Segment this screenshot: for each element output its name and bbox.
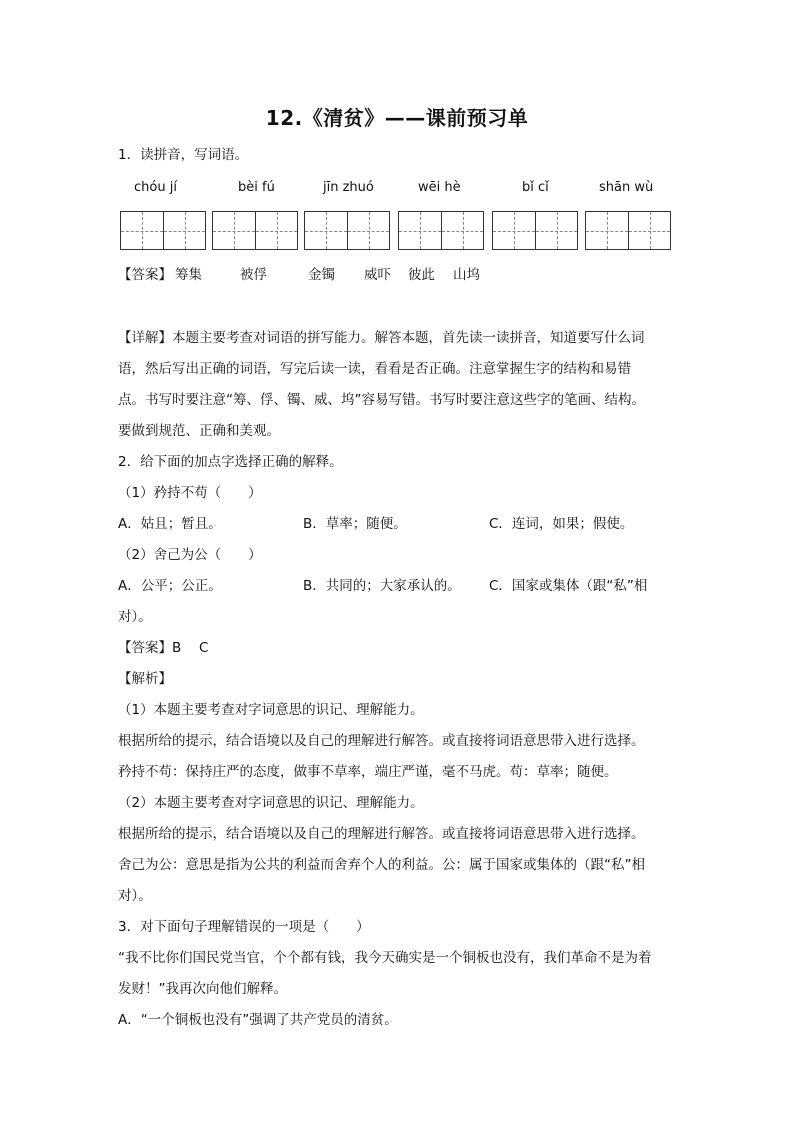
pinyin-6: shān wù (599, 180, 654, 195)
q2-sub2-option-a: A．公平；公正。 (118, 578, 222, 594)
analysis-line-7: 对）。 (118, 888, 152, 904)
q2-sub1-option-c: C．连词，如果；假使。 (489, 516, 634, 532)
analysis-line-2: 根据所给的提示，结合语境以及自己的理解进行解答。或直接将词语意思带入进行选择。 (118, 733, 645, 749)
question-2-stem: 2．给下面的加点字选择正确的解释。 (118, 454, 343, 470)
question-3-quote-line-2: 发财！”我再次向他们解释。 (118, 981, 287, 997)
question-2-sub-1: （1）矜持不苟（ ） (118, 485, 262, 501)
answer-word-6: 山坞 (453, 267, 480, 283)
analysis-line-4: （2）本题主要考查对字词意思的识记、理解能力。 (118, 795, 424, 811)
writing-grid-3[interactable] (304, 211, 390, 250)
q2-sub2-option-b: B．共同的；大家承认的。 (303, 578, 461, 594)
question-2-sub-2: （2）舍己为公（ ） (118, 547, 262, 563)
writing-grid-6[interactable] (585, 211, 671, 250)
q2-sub1-option-a: A．姑且；暂且。 (118, 516, 222, 532)
analysis-line-6: 舍己为公：意思是指为公共的利益而舍弃个人的利益。公：属于国家或集体的（跟“私”相 (118, 857, 645, 873)
analysis-line-5: 根据所给的提示，结合语境以及自己的理解进行解答。或直接将词语意思带入进行选择。 (118, 826, 645, 842)
question-2-answer: 【答案】B C (118, 640, 209, 656)
q2-sub2-option-c-continued: 对）。 (118, 609, 152, 625)
writing-grid-5[interactable] (492, 211, 578, 250)
question-3-quote-line-1: “我不比你们国民党当官，个个都有钱，我今天确实是一个铜板也没有，我们革命不是为着 (118, 950, 652, 966)
writing-grid-4[interactable] (398, 211, 484, 250)
question-3-option-a: A．“一个铜板也没有”强调了共产党员的清贫。 (118, 1012, 398, 1028)
pinyin-2: bèi fú (238, 180, 275, 195)
detail-line-2: 语，然后写出正确的词语，写完后读一读，看看是否正确。注意掌握生字的结构和易错 (118, 361, 631, 377)
analysis-line-1: （1）本题主要考查对字词意思的识记、理解能力。 (118, 702, 424, 718)
answer-word-3: 金镯 (308, 267, 335, 283)
question-1-stem: 1．读拼音，写词语。 (118, 147, 249, 163)
answer-label: 【答案】 (118, 267, 172, 283)
pinyin-3: jīn zhuó (323, 180, 374, 195)
answer-word-2: 被俘 (240, 267, 267, 283)
question-3-stem: 3．对下面句子理解错误的一项是（ ） (118, 919, 370, 935)
pinyin-4: wēi hè (418, 180, 461, 195)
detail-line-4: 要做到规范、正确和美观。 (118, 423, 280, 439)
analysis-line-3: 矜持不苟：保持庄严的态度，做事不草率，端庄严谨，毫不马虎。苟：草率；随便。 (118, 764, 618, 780)
answer-word-1: 筹集 (175, 267, 202, 283)
page-title: 12.《清贫》——课前预习单 (265, 106, 529, 130)
q2-sub2-option-c: C．国家或集体（跟“私”相 (489, 578, 648, 594)
writing-grid-2[interactable] (212, 211, 298, 250)
q2-sub1-option-b: B．草率；随便。 (303, 516, 407, 532)
writing-grid-1[interactable] (120, 211, 206, 250)
detail-line-1: 【详解】本题主要考查对词语的拼写能力。解答本题，首先读一读拼音，知道要写什么词 (118, 330, 645, 346)
detail-line-3: 点。书写时要注意“筹、俘、镯、威、坞”容易写错。书写时要注意这些字的笔画、结构。 (118, 392, 645, 408)
answer-word-4: 威吓 (364, 267, 391, 283)
answer-word-5: 彼此 (408, 267, 435, 283)
pinyin-5: bǐ cǐ (522, 180, 549, 195)
pinyin-1: chóu jí (134, 180, 177, 195)
analysis-label: 【解析】 (118, 671, 172, 687)
